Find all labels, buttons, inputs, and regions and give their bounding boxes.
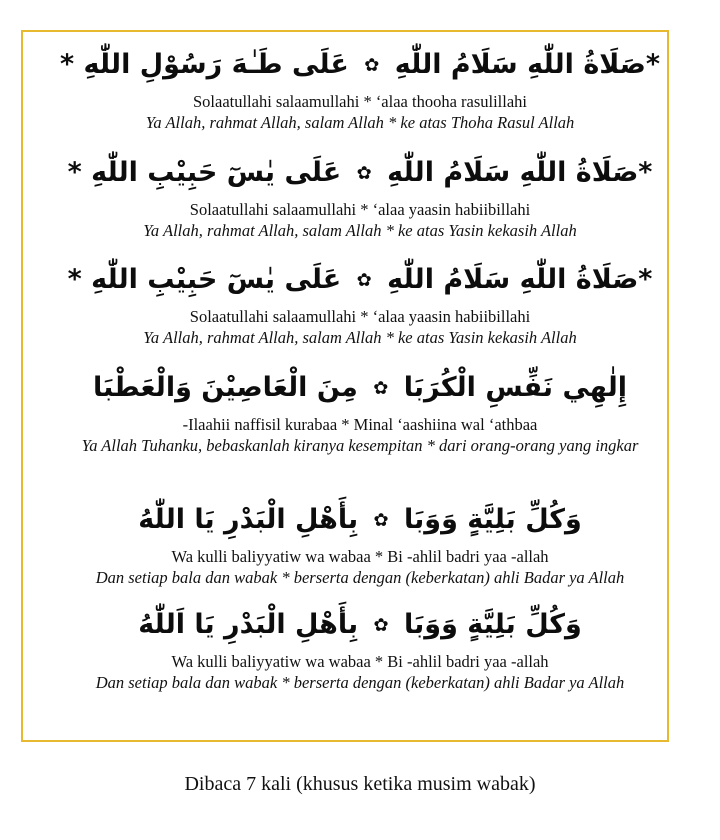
flower-ornament-icon: ✿ <box>373 509 389 531</box>
translation: Ya Allah, rahmat Allah, salam Allah * ke atas Yasin kekasih Allah <box>143 221 577 240</box>
arabic-line <box>0 602 720 648</box>
arabic-first-half: *صَلَاةُ اللّٰهِ سَلَامُ اللّٰهِ <box>387 264 653 295</box>
translation: Ya Allah Tuhanku, bebaskanlah kiranya kesempitan * dari orang-orang yang ingkar <box>81 436 639 455</box>
arabic-first-half: إِلٰهِي نَفِّسِ الْكُرَبَا <box>403 372 628 403</box>
verse-6 <box>0 602 720 693</box>
flower-ornament-icon: ✿ <box>364 54 380 76</box>
translation: Ya Allah, rahmat Allah, salam Allah * ke atas Yasin kekasih Allah <box>143 328 577 347</box>
recitation-note: Dibaca 7 kali (khusus ketika musim wabak) <box>184 773 536 795</box>
arabic-first-half: *صَلَاةُ اللّٰهِ سَلَامُ اللّٰهِ <box>394 49 660 80</box>
flower-ornament-icon: ✿ <box>356 162 372 184</box>
flower-ornament-icon: ✿ <box>373 377 389 399</box>
transliteration: -Ilaahii naffisil kurabaa * Minal ‘aashiina wal ‘athbaa <box>182 415 538 434</box>
transliteration: Wa kulli baliyyatiw wa wabaa * Bi -ahlil badri yaa -allah <box>171 547 549 566</box>
translation: Ya Allah, rahmat Allah, salam Allah * ke atas Thoha Rasul Allah <box>145 113 575 132</box>
translation: Dan setiap bala dan wabak * berserta dengan (keberkatan) ahli Badar ya Allah <box>95 673 625 692</box>
verse-1 <box>0 42 720 133</box>
verse-2 <box>0 150 720 241</box>
transliteration: Solaatullahi salaamullahi * ‘alaa thooha rasulillahi <box>192 92 528 111</box>
arabic-line <box>0 150 720 196</box>
arabic-second-half: بِأَهْلِ الْبَدْرِ يَا اَللّٰهُ <box>138 609 359 640</box>
arabic-second-half: عَلَى يٰسٓ حَبِيْبِ اللّٰهِ * <box>67 264 342 295</box>
arabic-line <box>0 257 720 303</box>
arabic-second-half: عَلَى يٰسٓ حَبِيْبِ اللّٰهِ * <box>67 157 342 188</box>
arabic-line <box>0 365 720 411</box>
arabic-first-half: *صَلَاةُ اللّٰهِ سَلَامُ اللّٰهِ <box>387 157 653 188</box>
transliteration: Solaatullahi salaamullahi * ‘alaa yaasin habiibillahi <box>189 200 531 219</box>
verse-3 <box>0 257 720 348</box>
arabic-first-half: وَكُلِّ بَلِيَّةٍ وَوَبَا <box>404 609 582 640</box>
flower-ornament-icon: ✿ <box>373 614 389 636</box>
flower-ornament-icon: ✿ <box>356 269 372 291</box>
translation: Dan setiap bala dan wabak * berserta dengan (keberkatan) ahli Badar ya Allah <box>95 568 625 587</box>
verse-5 <box>0 497 720 588</box>
arabic-second-half: مِنَ الْعَاصِيْنَ وَالْعَطْبَا <box>92 372 358 403</box>
transliteration: Wa kulli baliyyatiw wa wabaa * Bi -ahlil badri yaa -allah <box>171 652 549 671</box>
transliteration: Solaatullahi salaamullahi * ‘alaa yaasin habiibillahi <box>189 307 531 326</box>
verse-4 <box>0 365 720 456</box>
arabic-second-half: بِأَهْلِ الْبَدْرِ يَا اللّٰهُ <box>138 504 359 535</box>
arabic-line <box>0 497 720 543</box>
arabic-second-half: عَلَى طَـٰهَ رَسُوْلِ اللّٰهِ * <box>60 49 349 80</box>
arabic-first-half: وَكُلِّ بَلِيَّةٍ وَوَبَا <box>404 504 582 535</box>
arabic-line <box>0 42 720 88</box>
